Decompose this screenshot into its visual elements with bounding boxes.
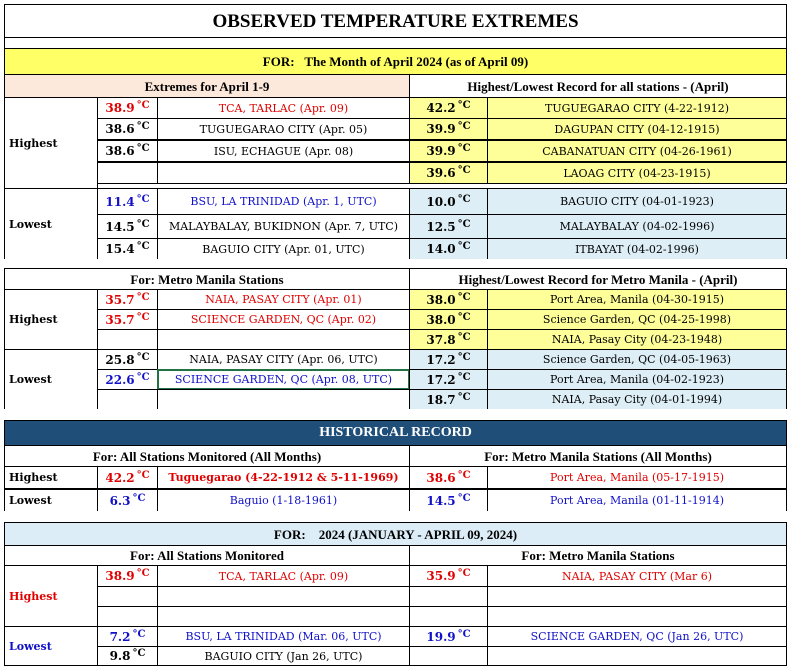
historical-metro-value-number: 14.5 bbox=[426, 493, 456, 508]
empty-cell bbox=[487, 606, 787, 627]
section2-record-low-station: Science Garden, QC (04-05-1963) bbox=[487, 349, 787, 370]
section2-record-low-value-unit: °C bbox=[457, 391, 471, 403]
section1-record-low-value-unit: °C bbox=[457, 241, 471, 252]
historical-row-label: Lowest bbox=[4, 489, 98, 512]
section1-lowest-value-number: 15.4 bbox=[105, 242, 135, 256]
section1-record-high-value-unit: °C bbox=[457, 100, 471, 111]
year-lowest-value-number: 7.2 bbox=[109, 629, 131, 644]
historical-metro-value-unit: °C bbox=[457, 492, 471, 504]
section2-highest-station: NAIA, PASAY CITY (Apr. 01) bbox=[157, 289, 410, 310]
april-month-banner bbox=[4, 48, 787, 75]
section1-record-high-station: TUGUEGARAO CITY (4-22-1912) bbox=[487, 97, 787, 119]
year-metro-highest-value-unit: °C bbox=[457, 568, 471, 579]
year-metro-highest-value-number: 35.9 bbox=[426, 569, 456, 583]
section2-highest-value bbox=[97, 289, 158, 310]
historical-station: Baguio (1-18-1961) bbox=[157, 489, 410, 512]
year-banner bbox=[4, 522, 787, 546]
historical-value-unit: °C bbox=[132, 492, 146, 504]
section1-record-low-value bbox=[409, 188, 488, 215]
historical-record-banner: HISTORICAL RECORD bbox=[4, 420, 787, 446]
section2-lowest-value bbox=[97, 389, 158, 410]
section2-record-high-value-number: 37.8 bbox=[426, 332, 456, 347]
section1-record-high-value bbox=[409, 97, 488, 119]
section2-highest-value bbox=[97, 329, 158, 350]
year-metro-lowest-station: SCIENCE GARDEN, QC (Jan 26, UTC) bbox=[487, 626, 787, 647]
section1-record-high-value-unit: °C bbox=[457, 165, 471, 176]
section1-record-high-value-number: 39.9 bbox=[426, 144, 456, 158]
empty-cell bbox=[157, 606, 410, 627]
section1-lowest-value bbox=[97, 214, 158, 239]
section2-record-low-value-number: 18.7 bbox=[426, 392, 456, 407]
section2-record-high-value bbox=[409, 329, 488, 350]
section1-highest-station: TUGUEGARAO CITY (Apr. 05) bbox=[157, 118, 410, 140]
section2-record-high-value-number: 38.0 bbox=[426, 292, 456, 307]
section1-record-low-value-number: 14.0 bbox=[426, 242, 456, 256]
year-lowest-station: BSU, LA TRINIDAD (Mar. 06, UTC) bbox=[157, 626, 410, 647]
section1-record-high-value bbox=[409, 140, 488, 162]
section2-lowest-station[interactable]: SCIENCE GARDEN, QC (Apr. 08, UTC) bbox=[157, 369, 410, 390]
april-month-title: The Month of April 2024 (as of April 09) bbox=[304, 54, 529, 69]
year-metro-highest-station: NAIA, PASAY CITY (Mar 6) bbox=[487, 565, 787, 587]
historical-station: Tuguegarao (4-22-1912 & 5-11-1969) bbox=[157, 466, 410, 489]
year-lowest-value-number: 9.8 bbox=[109, 649, 131, 663]
section1-highest-value bbox=[97, 97, 158, 119]
section1-record-high-value-number: 39.9 bbox=[426, 122, 456, 136]
section2-record-high-station: NAIA, Pasay City (04-23-1948) bbox=[487, 329, 787, 350]
section1-record-low-value-unit: °C bbox=[457, 218, 471, 230]
section1-record-low-value-number: 12.5 bbox=[426, 219, 456, 234]
year-highest-label: Highest bbox=[4, 565, 98, 627]
year-lowest-value-unit: °C bbox=[132, 648, 146, 659]
historical-value-number: 42.2 bbox=[105, 470, 135, 485]
for-label: FOR: bbox=[262, 54, 295, 69]
year-right-header: For: Metro Manila Stations bbox=[409, 545, 787, 566]
year-for-label: FOR: bbox=[273, 526, 306, 542]
year-highest-value bbox=[97, 565, 158, 587]
historical-value bbox=[97, 489, 158, 512]
historical-value-unit: °C bbox=[136, 469, 150, 481]
section2-record-high-station: Science Garden, QC (04-25-1998) bbox=[487, 309, 787, 330]
section1-record-low-value-unit: °C bbox=[457, 193, 471, 205]
empty-cell bbox=[409, 586, 488, 607]
section2-lowest-value-number: 25.8 bbox=[105, 352, 135, 367]
year-lowest-value bbox=[97, 626, 158, 647]
historical-metro-value bbox=[409, 466, 488, 489]
section2-highest-value-number: 35.7 bbox=[105, 292, 135, 307]
section1-record-high-value-number: 42.2 bbox=[426, 101, 456, 115]
section2-lowest-value-unit: °C bbox=[136, 371, 150, 383]
section2-right-header: Highest/Lowest Record for Metro Manila - (April) bbox=[409, 268, 787, 290]
section1-record-high-station: LAOAG CITY (04-23-1915) bbox=[487, 162, 787, 184]
year-highest-station: TCA, TARLAC (Apr. 09) bbox=[157, 565, 410, 587]
year-highest-value-unit: °C bbox=[136, 568, 150, 579]
year-metro-highest-value bbox=[409, 565, 488, 587]
year-lowest-value-unit: °C bbox=[132, 628, 146, 640]
section1-highest-station bbox=[157, 162, 410, 184]
section2-highest-station bbox=[157, 329, 410, 350]
section2-record-high-value-unit: °C bbox=[457, 311, 471, 323]
section1-record-low-station: ITBAYAT (04-02-1996) bbox=[487, 238, 787, 260]
section2-record-high-value bbox=[409, 309, 488, 330]
section1-record-high-value-unit: °C bbox=[457, 143, 471, 154]
historical-value bbox=[97, 466, 158, 489]
empty-cell bbox=[157, 586, 410, 607]
section2-highest-value bbox=[97, 309, 158, 330]
historical-value-number: 6.3 bbox=[109, 493, 131, 508]
year-left-header: For: All Stations Monitored bbox=[4, 545, 410, 566]
section2-record-low-value-number: 17.2 bbox=[426, 352, 456, 367]
year-metro-lowest-value-unit: °C bbox=[457, 628, 471, 640]
empty-cell bbox=[97, 606, 158, 627]
section1-highest-value-number: 38.6 bbox=[105, 144, 135, 158]
section1-lowest-label: Lowest bbox=[4, 188, 98, 260]
historical-left-header: For: All Stations Monitored (All Months) bbox=[4, 445, 410, 467]
year-metro-lowest-value bbox=[409, 646, 488, 666]
section2-lowest-station[interactable] bbox=[157, 389, 410, 410]
section1-record-low-station: MALAYBALAY (04-02-1996) bbox=[487, 214, 787, 239]
section2-record-high-station: Port Area, Manila (04-30-1915) bbox=[487, 289, 787, 310]
section1-highest-station: ISU, ECHAGUE (Apr. 08) bbox=[157, 140, 410, 162]
historical-metro-value bbox=[409, 489, 488, 512]
historical-metro-station: Port Area, Manila (05-17-1915) bbox=[487, 466, 787, 489]
year-title: 2024 (JANUARY - APRIL 09, 2024) bbox=[318, 526, 518, 542]
section2-record-low-value-unit: °C bbox=[457, 351, 471, 363]
section2-record-high-value-unit: °C bbox=[457, 331, 471, 343]
section1-highest-value bbox=[97, 162, 158, 184]
section2-record-low-value-number: 17.2 bbox=[426, 372, 456, 387]
section2-record-low-value bbox=[409, 369, 488, 390]
empty-cell bbox=[487, 586, 787, 607]
section1-record-low-value bbox=[409, 214, 488, 239]
section1-lowest-value-number: 11.4 bbox=[105, 194, 135, 209]
section2-highest-value-number: 35.7 bbox=[105, 312, 135, 327]
historical-metro-station: Port Area, Manila (01-11-1914) bbox=[487, 489, 787, 512]
empty-cell bbox=[409, 606, 488, 627]
section1-lowest-station: MALAYBALAY, BUKIDNON (Apr. 7, UTC) bbox=[157, 214, 410, 239]
section2-record-high-value-unit: °C bbox=[457, 291, 471, 303]
section1-record-low-station: BAGUIO CITY (04-01-1923) bbox=[487, 188, 787, 215]
section2-left-header: For: Metro Manila Stations bbox=[4, 268, 410, 290]
year-lowest-value bbox=[97, 646, 158, 666]
year-metro-lowest-station bbox=[487, 646, 787, 666]
section1-highest-label: Highest bbox=[4, 97, 98, 189]
section1-lowest-value bbox=[97, 238, 158, 260]
section1-record-high-value-number: 39.6 bbox=[426, 166, 456, 180]
section1-highest-value-number: 38.9 bbox=[105, 101, 135, 115]
section1-highest-station: TCA, TARLAC (Apr. 09) bbox=[157, 97, 410, 119]
section1-record-high-value bbox=[409, 162, 488, 184]
section1-lowest-value-unit: °C bbox=[136, 218, 150, 230]
historical-row-label: Highest bbox=[4, 466, 98, 489]
empty-cell bbox=[97, 586, 158, 607]
section1-lowest-station: BSU, LA TRINIDAD (Apr. 1, UTC) bbox=[157, 188, 410, 215]
page-title: OBSERVED TEMPERATURE EXTREMES bbox=[4, 4, 787, 38]
section2-lowest-value-number: 22.6 bbox=[105, 372, 135, 387]
section1-record-high-station: CABANATUAN CITY (04-26-1961) bbox=[487, 140, 787, 162]
year-highest-value-number: 38.9 bbox=[105, 569, 135, 583]
section2-lowest-station[interactable]: NAIA, PASAY CITY (Apr. 06, UTC) bbox=[157, 349, 410, 370]
section1-lowest-value-number: 14.5 bbox=[105, 219, 135, 234]
section2-record-low-value bbox=[409, 389, 488, 410]
section1-left-header: Extremes for April 1-9 bbox=[4, 74, 410, 98]
section1-record-high-value-unit: °C bbox=[457, 121, 471, 132]
section2-highest-label: Highest bbox=[4, 289, 98, 350]
section2-record-high-value bbox=[409, 289, 488, 310]
section2-record-low-value bbox=[409, 349, 488, 370]
section2-highest-value-unit: °C bbox=[136, 311, 150, 323]
historical-metro-value-unit: °C bbox=[457, 469, 471, 481]
historical-right-header: For: Metro Manila Stations (All Months) bbox=[409, 445, 787, 467]
section1-lowest-station: BAGUIO CITY (Apr. 01, UTC) bbox=[157, 238, 410, 260]
section1-highest-value-unit: °C bbox=[136, 143, 150, 154]
section1-highest-value-unit: °C bbox=[136, 121, 150, 132]
section1-right-header: Highest/Lowest Record for all stations - (April) bbox=[409, 74, 787, 98]
section2-lowest-value bbox=[97, 369, 158, 390]
section1-highest-value bbox=[97, 140, 158, 162]
section1-lowest-value bbox=[97, 188, 158, 215]
section2-highest-station: SCIENCE GARDEN, QC (Apr. 02) bbox=[157, 309, 410, 330]
section1-lowest-value-unit: °C bbox=[136, 241, 150, 252]
section1-record-low-value bbox=[409, 238, 488, 260]
section2-record-low-station: Port Area, Manila (04-02-1923) bbox=[487, 369, 787, 390]
year-metro-lowest-value-number: 19.9 bbox=[426, 629, 456, 644]
section1-record-high-station: DAGUPAN CITY (04-12-1915) bbox=[487, 118, 787, 140]
section2-lowest-label: Lowest bbox=[4, 349, 98, 410]
year-metro-lowest-value bbox=[409, 626, 488, 647]
section2-record-high-value-number: 38.0 bbox=[426, 312, 456, 327]
section2-record-low-station: NAIA, Pasay City (04-01-1994) bbox=[487, 389, 787, 410]
section2-lowest-value-unit: °C bbox=[136, 351, 150, 363]
year-lowest-label: Lowest bbox=[4, 626, 98, 666]
section1-record-low-value-number: 10.0 bbox=[426, 194, 456, 209]
year-lowest-station: BAGUIO CITY (Jan 26, UTC) bbox=[157, 646, 410, 666]
section2-highest-value-unit: °C bbox=[136, 291, 150, 303]
section1-record-high-value bbox=[409, 118, 488, 140]
section2-record-low-value-unit: °C bbox=[457, 371, 471, 383]
section1-highest-value-number: 38.6 bbox=[105, 122, 135, 136]
section1-lowest-value-unit: °C bbox=[136, 193, 150, 205]
section2-lowest-value bbox=[97, 349, 158, 370]
section1-highest-value bbox=[97, 118, 158, 140]
section1-highest-value-unit: °C bbox=[136, 100, 150, 111]
historical-metro-value-number: 38.6 bbox=[426, 470, 456, 485]
